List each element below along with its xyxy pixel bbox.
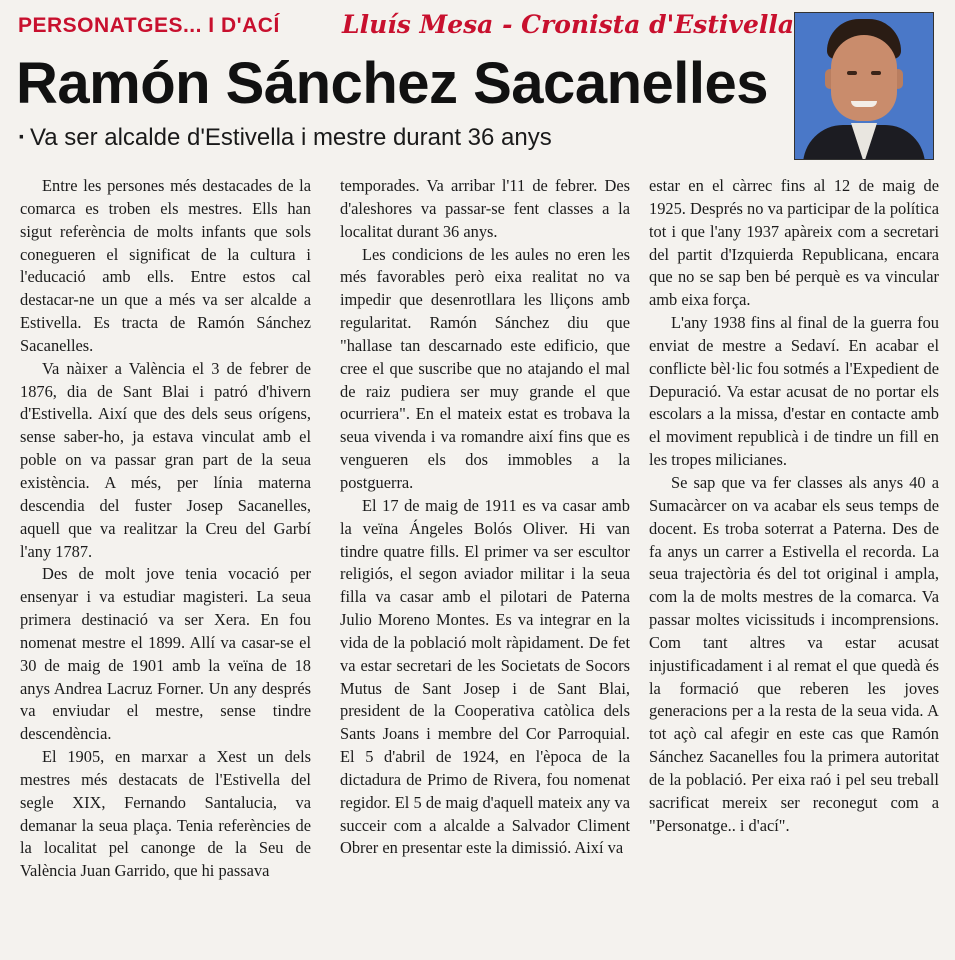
paragraph: Va nàixer a València el 3 de febrer de 1876, dia de Sant Blai i patró d'hivern d'Estivella. Així que des dels seus orígens, sense saber-ho, ja estava vinculat amb el poble on va passar gran part de la seua existència. A més, per línia materna descendia del fuster Josep Sacanelles, aquell que va realitzar la Creu del Garbí l'any 1787. — [20, 358, 311, 561]
paragraph: temporades. Va arribar l'11 de febrer. Des d'aleshores va passar-se fent classes a la localitat durant 36 anys. — [340, 176, 630, 241]
article-column-2 — [340, 175, 630, 860]
paragraph: Des de molt jove tenia vocació per ensenyar i va estudiar magisteri. La seua primera destinació va ser Xera. En fou nomenat mestre el 1899. Allí va casar-se el 30 de maig de 1901 amb la veïna de 18 anys Andrea Lacruz Forner. Un any després va enviudar el mestre, sense tindre descendència. — [20, 564, 311, 744]
paragraph: estar en el càrrec fins al 12 de maig de 1925. Després no va participar de la política tot i que l'any 1937 apàreix com a secretari del partit d'Izquierda Republicana, encara que no se sap ben bé perquè es va vincular amb eixa força. — [649, 176, 939, 310]
portrait-face — [831, 35, 897, 121]
portrait-eye — [871, 71, 881, 75]
paragraph: L'any 1938 fins al final de la guerra fou enviat de mestre a Sedaví. En acabar el conflicte bèl·lic fou sotmés a l'Expedient de Depuració. Va estar acusat de no portar els escolars a la missa, d'estar en contacte amb el moviment republicà i de tindre un fill en les tropes milicianes. — [649, 313, 939, 470]
paragraph: El 1905, en marxar a Xest un dels mestres més destacats de l'Estivella del segle XIX, Fernando Santalucia, va demanar la seua plaça. Tenia referències de la localitat pel canonge de la Seu de València Juan Garrido, que hi passava — [20, 747, 311, 881]
paragraph: Entre les persones més destacades de la comarca es troben els mestres. Ells han sigut referència de molts infants que sols conegueren el significat de la cultura i l'educació amb ells. Entre estos cal destacar-ne un que a més va ser alcalde a Estivella. Es tracta de Ramón Sánchez Sacanelles. — [20, 176, 311, 355]
portrait-photo — [794, 12, 934, 160]
paragraph: Se sap que va fer classes als anys 40 a Sumacàrcer on va acabar els seus temps de docent. Es troba soterrat a Paterna. Des de fa anys un carrer a Estivella el recorda. La seua trajectòria és del tot original i ampla, com la de molts mestres de la comarca. Va passar moltes vicissituds i incomprensions. Com tant altres va estar acusat injustificadament i al remat el que quedà és la formació que reberen les joves generacions per a la resta de la seua vida. A tot açò cal afegir en este cas que Ramón Sánchez Sacanelles fou la primera autoritat de la població. Per eixa raó i pel seu treball sacrificat mereix ser reconegut com a "Personatge.. i d'ací". — [649, 472, 939, 835]
article-subheadline — [18, 124, 552, 152]
author-byline: Lluís Mesa - Cronista d'Estivella — [342, 10, 795, 39]
paragraph: El 17 de maig de 1911 es va casar amb la veïna Ángeles Bolós Oliver. Hi van tindre quatre fills. El primer va ser escultor religiós, el segon aviador militar i la seua filla va casar amb el pilotari de Paterna Julio Moreno Montes. Es va integrar en la vida de la població molt ràpidament. De fet va estar secretari de les Societats de Socors Mutus de Sant Josep i de Sant Blai, president de la Cooperativa catòlica dels Sants Joans i membre del Cor Parroquial. El 5 d'abril de 1924, en l'època de la dictadura de Primo de Rivera, fou nomenat regidor. El 5 de maig d'aquell mateix any va succeir com a alcalde a Salvador Climent Obrer en presentar este la dimissió. Així va — [340, 495, 630, 858]
subheadline-text: Va ser alcalde d'Estivella i mestre durant 36 anys — [30, 124, 552, 151]
bullet-icon: · — [18, 124, 26, 151]
portrait-eye — [847, 71, 857, 75]
portrait-mouth — [851, 101, 877, 107]
article-column-1 — [20, 175, 311, 883]
section-kicker: PERSONATGES... I D'ACÍ — [18, 14, 280, 37]
paragraph: Les condicions de les aules no eren les més favorables però eixa realitat no va impedir que desenrotllara les lliçons amb regularitat. Ramón Sánchez diu que "hallase tan descarnado este edificio, que cree el que suscribe que no atajando el mal de raiz pudiera ser muy grande el que ocurriera". En el mateix estat es trobava la seua vivenda i va romandre així fins que es vengueren els dos immobles a la postguerra. — [340, 244, 630, 492]
article-column-3 — [649, 175, 939, 837]
article-headline: Ramón Sánchez Sacanelles — [16, 51, 768, 116]
